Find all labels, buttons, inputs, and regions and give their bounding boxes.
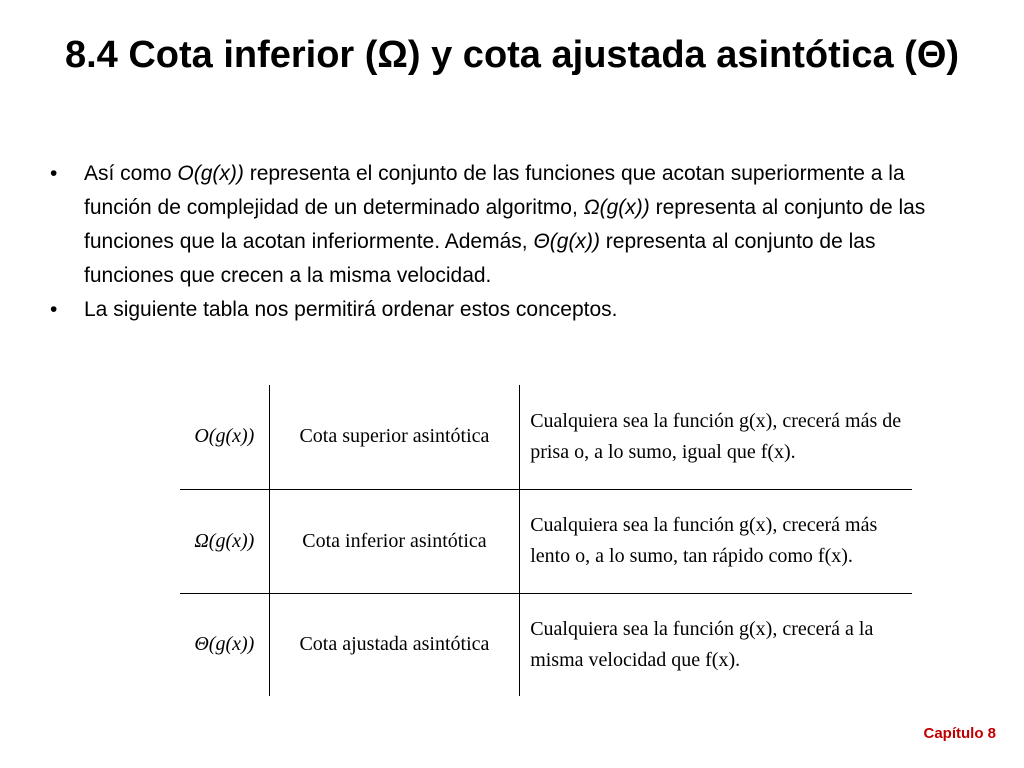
big-o-symbol: O(g(x)) — [177, 162, 244, 185]
bullet-text: Así como — [84, 162, 178, 185]
table-cell-description: Cualquiera sea la función g(x), crecerá a la misma velocidad que f(x). — [520, 593, 912, 696]
bullet-text: representa al conjunto de las funciones que la acotan inferiormente. Además, — [84, 196, 926, 253]
bullet-text: La siguiente tabla nos permitirá ordenar estos conceptos. — [84, 298, 618, 321]
omega-symbol: Ω(g(x)) — [583, 196, 650, 219]
table-cell-symbol: Ω(g(x)) — [180, 489, 269, 593]
table-cell-symbol: O(g(x)) — [180, 385, 269, 489]
bullet-dot-icon: • — [50, 298, 58, 321]
bullet-text: representa el conjunto de las funciones que acotan superiormente a la función de complejidad de un determinado algoritmo, — [84, 162, 905, 219]
bullet-item — [50, 293, 950, 327]
slide-title: 8.4 Cota inferior (Ω) y cota ajustada asintótica (Θ) — [64, 34, 960, 76]
theta-symbol: Θ(g(x)) — [533, 230, 600, 253]
bullet-item — [50, 157, 950, 293]
table-cell-description: Cualquiera sea la función g(x), crecerá más lento o, a lo sumo, tan rápido como f(x). — [520, 489, 912, 593]
table-cell-symbol: Θ(g(x)) — [180, 593, 269, 696]
bullet-text: representa al conjunto de las funciones que crecen a la misma velocidad. — [84, 230, 876, 287]
bullet-list — [50, 157, 950, 327]
bullet-dot-icon: • — [50, 162, 58, 185]
table-cell-description: Cualquiera sea la función g(x), crecerá más de prisa o, a lo sumo, igual que f(x). — [530, 409, 902, 463]
table-cell-name: Cota inferior asintótica — [269, 489, 519, 593]
table-cell-name: Cota superior asintótica — [269, 385, 519, 489]
bounds-table — [180, 385, 912, 696]
chapter-footer: Capítulo 8 — [923, 725, 996, 742]
table-row — [180, 489, 912, 593]
table-row — [180, 593, 912, 696]
table-cell-name: Cota ajustada asintótica — [269, 593, 519, 696]
table-row — [180, 385, 912, 489]
